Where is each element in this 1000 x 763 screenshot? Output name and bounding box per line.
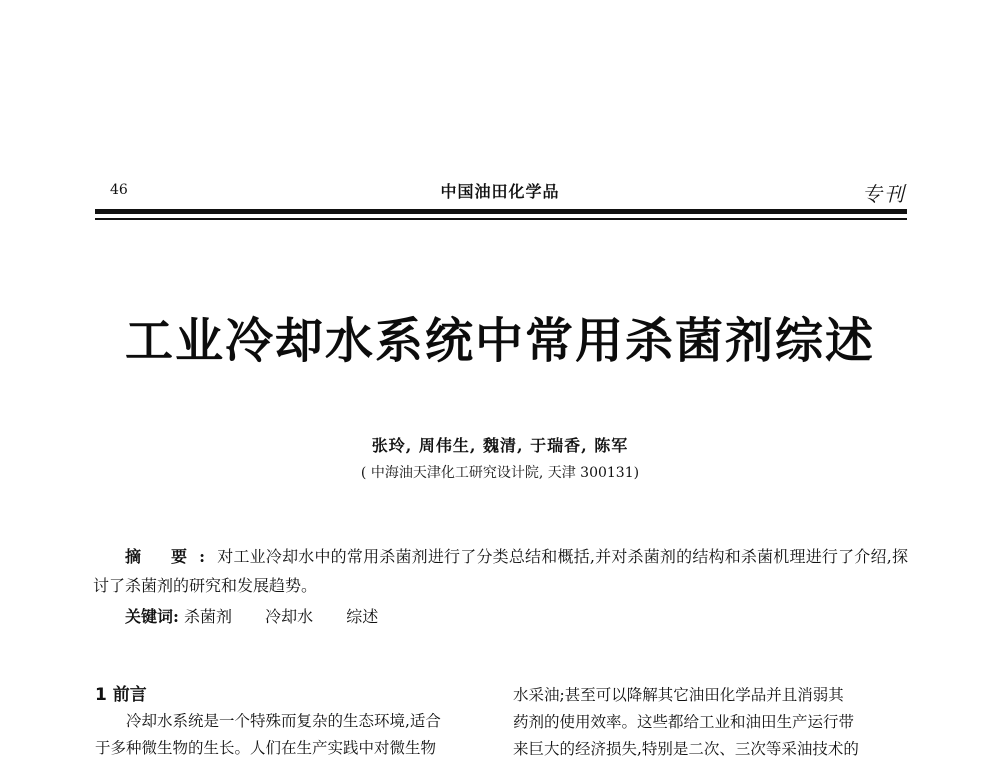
article-title: 工业冷却水系统中常用杀菌剂综述 — [124, 313, 875, 369]
body-line: 来巨大的经济损失,特别是二次、三次等采油技术的 — [513, 740, 859, 758]
journal-name: 中国油田化学品 — [440, 182, 560, 201]
body-column-left — [95, 682, 493, 762]
keyword: 杀菌剂 — [184, 607, 233, 626]
keywords-label: 关键词: — [125, 607, 179, 626]
body-line: 冷却水系统是一个特殊而复杂的生态环境,适合 — [126, 712, 441, 730]
keywords — [125, 604, 406, 627]
section-heading: 1 前言 — [95, 685, 147, 705]
header-rule-thin — [95, 218, 907, 220]
abstract — [93, 542, 908, 600]
body-line: 于多种微生物的生长。人们在生产实践中对微生物 — [95, 739, 437, 757]
body-column-right — [513, 682, 911, 763]
affiliation: ( 中海油天津化工研究设计院, 天津 300131) — [360, 465, 640, 481]
header-rule-thick — [95, 209, 907, 214]
keyword: 冷却水 — [265, 607, 314, 626]
column-tag: 专刊 — [862, 182, 906, 206]
keyword: 综述 — [346, 607, 379, 626]
page-number: 46 — [110, 182, 128, 198]
abstract-label: 摘 要: — [125, 547, 218, 566]
authors: 张玲, 周伟生, 魏清, 于瑞香, 陈军 — [371, 436, 629, 455]
body-line: 水采油;甚至可以降解其它油田化学品并且消弱其 — [513, 686, 844, 704]
body-line: 药剂的使用效率。这些都给工业和油田生产运行带 — [513, 713, 855, 731]
abstract-text: 对工业冷却水中的常用杀菌剂进行了分类总结和概括,并对杀菌剂的结构和杀菌机理进行了介绍,探讨了杀菌剂的研究和发展趋势。 — [93, 547, 908, 595]
